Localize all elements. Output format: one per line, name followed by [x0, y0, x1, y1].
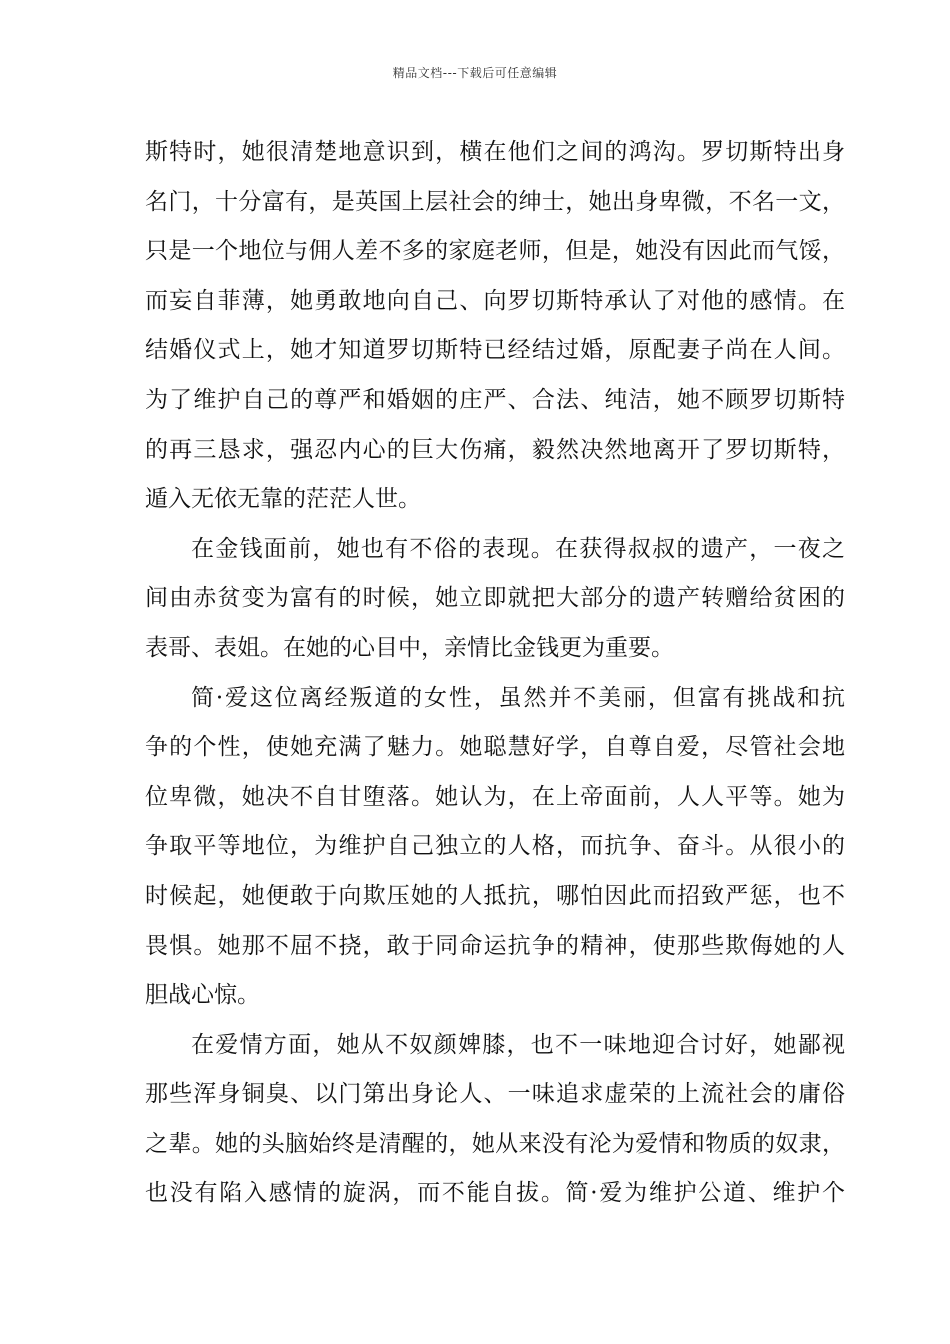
text-line: 也没有陷入感情的旋涡，而不能自拔。简·爱为维护公道、维护个 — [145, 1180, 845, 1207]
text-line: 只是一个地位与佣人差不多的家庭老师，但是，她没有因此而气馁， — [145, 238, 845, 265]
text-line: 的再三恳求，强忍内心的巨大伤痛，毅然决然地离开了罗切斯特， — [145, 436, 845, 463]
paragraph-first-line: 在爱情方面，她从不奴颜婢膝，也不一味地迎合讨好，她鄙视 — [191, 1031, 845, 1058]
paragraph-first-line: 简·爱这位离经叛道的女性，虽然并不美丽，但富有挑战和抗 — [191, 684, 845, 711]
text-line: 间由赤贫变为富有的时候，她立即就把大部分的遗产转赠给贫困的 — [145, 585, 845, 612]
text-line: 之辈。她的头脑始终是清醒的，她从来没有沦为爱情和物质的奴隶， — [145, 1130, 845, 1157]
text-line: 那些浑身铜臭、以门第出身论人、一味追求虚荣的上流社会的庸俗 — [145, 1081, 845, 1108]
text-line: 结婚仪式上，她才知道罗切斯特已经结过婚，原配妻子尚在人间。 — [145, 337, 845, 364]
page-header: 精品文档---下载后可任意编辑 — [392, 66, 558, 80]
text-line: 而妄自菲薄，她勇敢地向自己、向罗切斯特承认了对他的感情。在 — [145, 287, 845, 314]
text-line: 名门，十分富有，是英国上层社会的绅士，她出身卑微，不名一文， — [145, 188, 845, 215]
text-line: 斯特时，她很清楚地意识到，横在他们之间的鸿沟。罗切斯特出身 — [145, 139, 845, 165]
paragraph-first-line: 在金钱面前，她也有不俗的表现。在获得叔叔的遗产，一夜之 — [191, 535, 845, 562]
text-line: 畏惧。她那不屈不挠，敢于同命运抗争的精神，使那些欺侮她的人 — [145, 932, 845, 959]
text-line: 时候起，她便敢于向欺压她的人抵抗，哪怕因此而招致严惩，也不 — [145, 882, 845, 909]
text-line: 遁入无依无靠的茫茫人世。 — [145, 486, 421, 513]
text-line: 位卑微，她决不自甘堕落。她认为，在上帝面前，人人平等。她为 — [145, 783, 845, 810]
text-line: 争的个性，使她充满了魅力。她聪慧好学，自尊自爱，尽管社会地 — [145, 734, 845, 761]
text-line: 为了维护自己的尊严和婚姻的庄严、合法、纯洁，她不顾罗切斯特 — [145, 386, 845, 413]
text-line: 胆战心惊。 — [145, 982, 260, 1009]
text-line: 争取平等地位，为维护自己独立的人格，而抗争、奋斗。从很小的 — [145, 833, 845, 860]
body-text — [145, 132, 845, 1223]
text-line: 表哥、表姐。在她的心目中，亲情比金钱更为重要。 — [145, 634, 674, 661]
